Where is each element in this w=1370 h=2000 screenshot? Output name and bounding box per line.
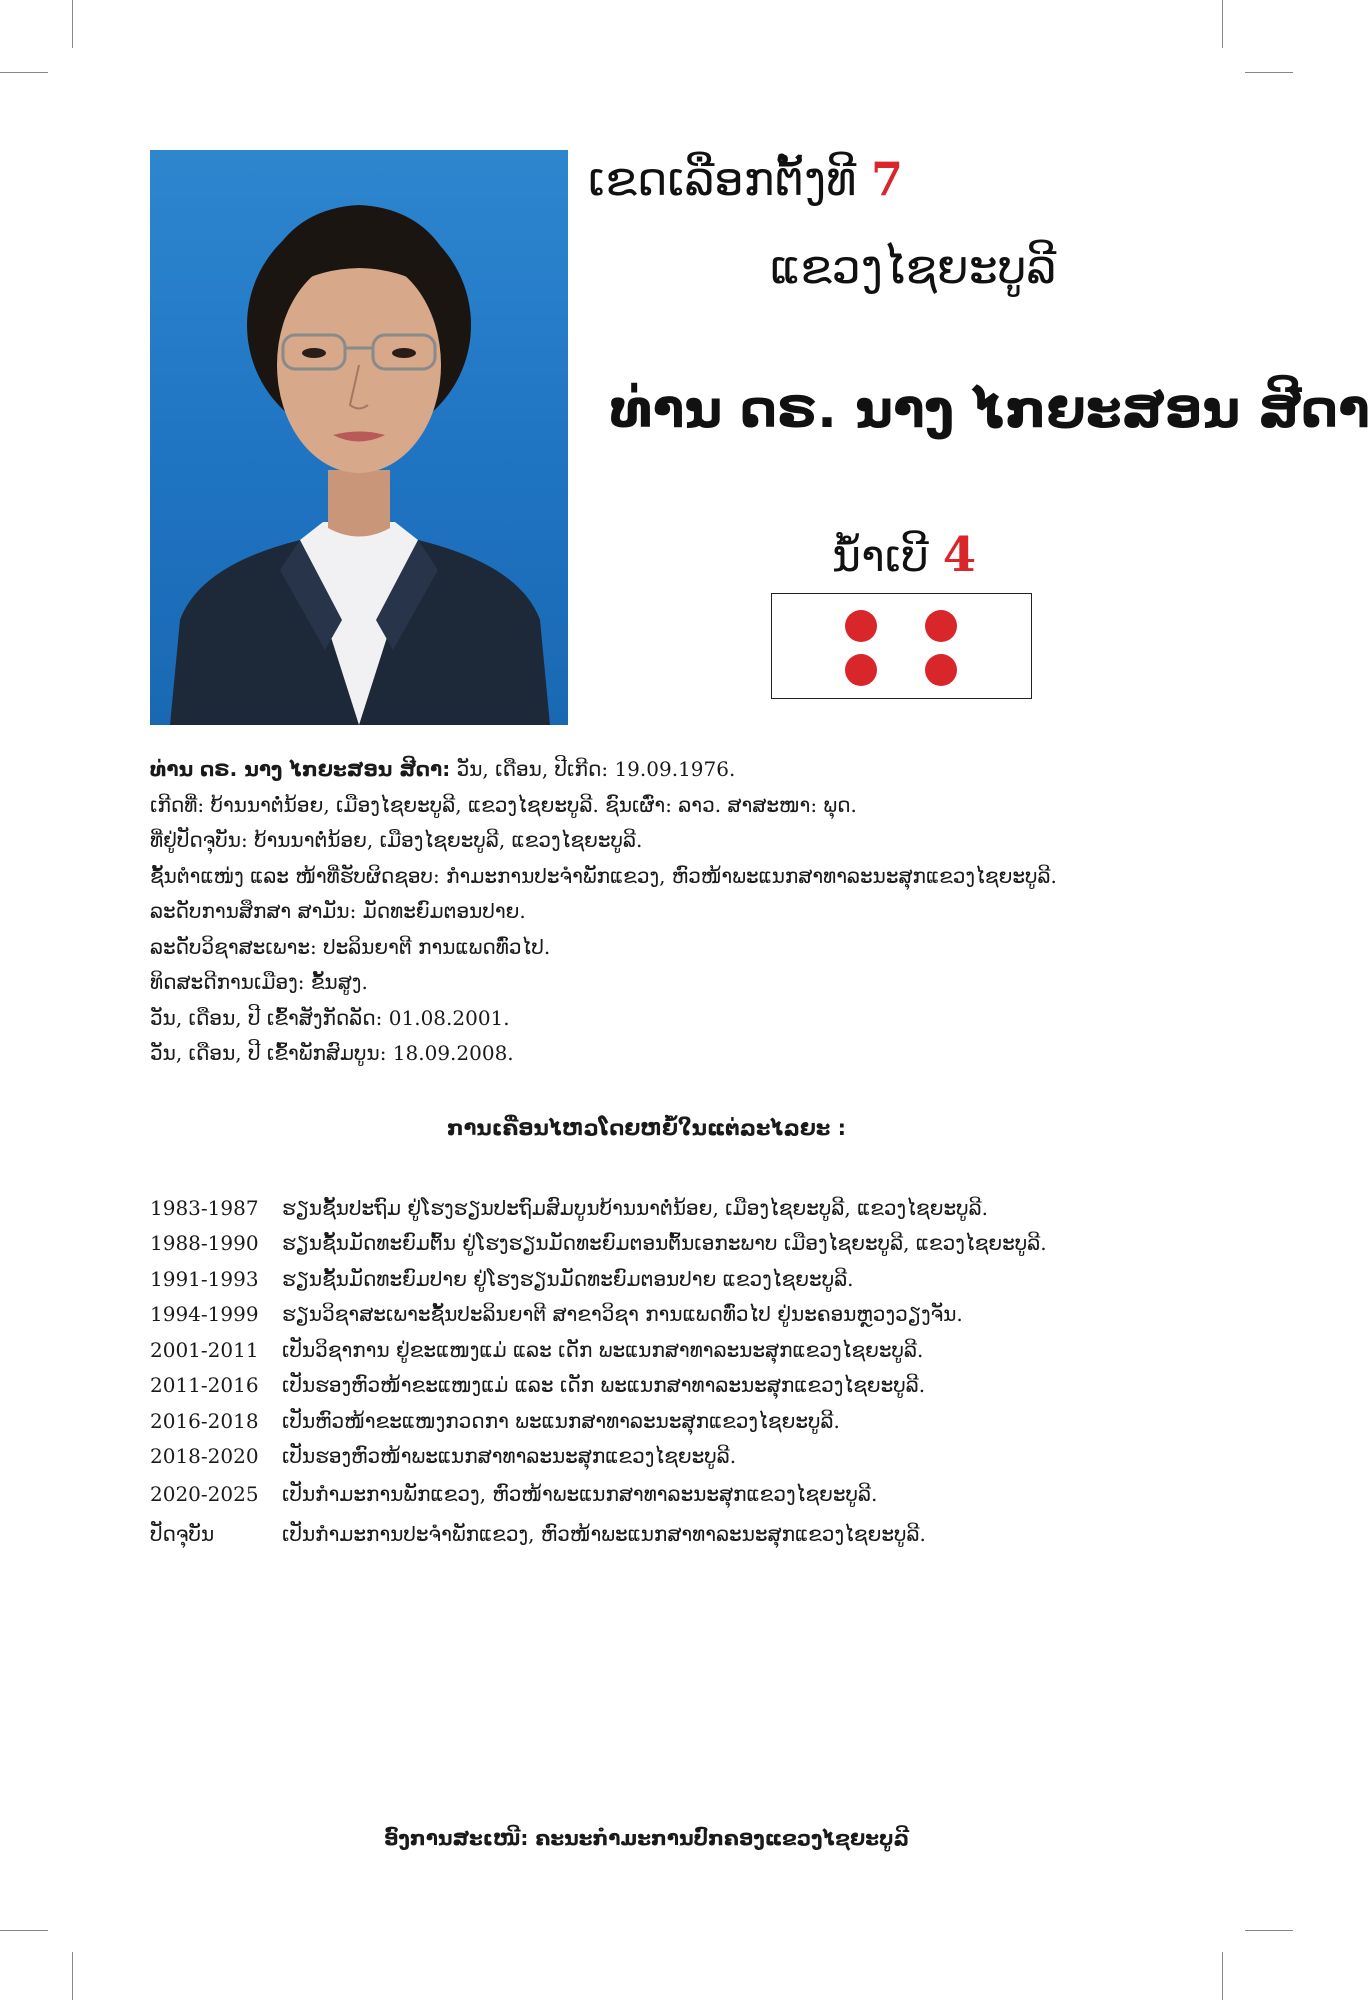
- history-row: 2016-2018 ເປັນຫົວໜ້າຂະແໜງກວດກາ ພະແນກສາທາລະນະສຸກແຂວງໄຊຍະບູລີ.: [150, 1408, 840, 1433]
- info-line: ລະດັບການສຶກສາ ສາມັນ: ມັດທະຍົມຕອນປາຍ.: [150, 899, 526, 923]
- info-line: ເກີດທີ່: ບ້ານນາຕໍ່ນ້ອຍ, ເມືອງໄຊຍະບູລີ, ແຂວງໄຊຍະບູລີ. ຊົນເຜົ່າ: ລາວ. ສາສະໜາ: ພຸດ.: [150, 792, 857, 817]
- braille-dot: [925, 610, 957, 642]
- history-row: 2011-2016 ເປັນຮອງຫົວໜ້າຂະແໜງແມ່ ແລະ ເດັກ ພະແນກສາທາລະນະສຸກແຂວງໄຊຍະບູລີ.: [150, 1373, 926, 1398]
- history-row: 2020-2025 ເປັນກໍາມະການພັກແຂວງ, ຫົວໜ້າພະແນກສາທາລະນະສຸກແຂວງໄຊຍະບູລີ.: [150, 1482, 878, 1506]
- info-line: ທີ່ຢູ່ປັດຈຸບັນ: ບ້ານນາຕໍ່ນ້ອຍ, ເມືອງໄຊຍະບູລີ, ແຂວງໄຊຍະບູລີ.: [150, 828, 643, 852]
- crop-mark-bottom-left-v: [72, 1952, 73, 2000]
- history-row: 1983-1987 ຮຽນຊັ້ນປະຖົມ ຢູ່ໂຮງຮຽນປະຖົມສົມບູນບ້ານນາຕໍ່ນ້ອຍ, ເມືອງໄຊຍະບູລີ, ແຂວງໄຊຍະບູລີ.: [150, 1195, 988, 1220]
- info-line: ວັນ, ເດືອນ, ປີ ເຂົ້າພັກສົມບູນ: 18.09.2008.: [150, 1041, 514, 1065]
- crop-mark-top-right-h: [1245, 72, 1293, 73]
- history-list: [150, 1190, 1150, 1554]
- info-line: ທິດສະດີການເມືອງ: ຂັ້ນສູງ.: [150, 970, 368, 994]
- braille-dot: [845, 654, 877, 686]
- district-number: 7: [870, 152, 903, 206]
- candidate-number-value: 4: [942, 527, 977, 583]
- info-line: ທ່ານ ດຣ. ນາງ ໄກຍະສອນ ສີດາ: ວັນ, ເດືອນ, ປີເກີດ: 19.09.1976.: [150, 757, 736, 781]
- crop-mark-top-left-v: [72, 0, 73, 48]
- crop-mark-top-left-h: [0, 72, 48, 73]
- candidate-number: ນໍ້າເບີ 4: [832, 527, 977, 583]
- district-title: ເຂດເລືອກຕັ້ງທີ 7: [587, 152, 903, 206]
- braille-number-box: [771, 593, 1032, 699]
- crop-mark-bottom-left-h: [0, 1930, 48, 1931]
- history-row: 2018-2020 ເປັນຮອງຫົວໜ້າພະແນກສາທາລະນະສຸກແຂວງໄຊຍະບູລີ.: [150, 1444, 737, 1469]
- info-line: ລະດັບວິຊາສະເພາະ: ປະລິນຍາຕີ ການແພດທົ່ວໄປ.: [150, 934, 551, 959]
- info-name: ທ່ານ ດຣ. ນາງ ໄກຍະສອນ ສີດາ:: [150, 757, 451, 781]
- crop-mark-bottom-right-h: [1245, 1930, 1293, 1931]
- personal-info: [150, 752, 1150, 1072]
- history-row: 1994-1999 ຮຽນວິຊາສະເພາະຊັ້ນປະລິນຍາຕີ ສາຂາວິຊາ ການແພດທົ່ວໄປ ຢູ່ນະຄອນຫຼວງວຽງຈັນ.: [150, 1302, 963, 1327]
- history-heading: ການເຄື່ອນໄຫວໂດຍຫຍໍ້ໃນແຕ່ລະໄລຍະ :: [446, 1116, 846, 1140]
- candidate-photo: [150, 150, 568, 725]
- province-title: ແຂວງໄຊຍະບູລີ: [770, 240, 1057, 294]
- history-row: 1991-1993 ຮຽນຊັ້ນມັດທະຍົມປາຍ ຢູ່ໂຮງຮຽນມັດທະຍົມຕອນປາຍ ແຂວງໄຊຍະບູລີ.: [150, 1266, 854, 1291]
- crop-mark-top-right-v: [1222, 0, 1223, 48]
- proposing-body: ອົງການສະເໜີ: ຄະນະກໍາມະການປົກຄອງແຂວງໄຊຍະບູລີ: [384, 1826, 909, 1850]
- candidate-name: ທ່ານ ດຣ. ນາງ ໄກຍະສອນ ສີດາ: [610, 380, 1370, 440]
- braille-dot: [845, 610, 877, 642]
- info-line: ວັນ, ເດືອນ, ປີ ເຂົ້າສັງກັດລັດ: 01.08.2001.: [150, 1005, 510, 1030]
- history-row: 2001-2011 ເປັນວິຊາການ ຢູ່ຂະແໜງແມ່ ແລະ ເດັກ ພະແນກສາທາລະນະສຸກແຂວງໄຊຍະບູລີ.: [150, 1337, 924, 1362]
- candidate-portrait-icon: [150, 150, 568, 725]
- history-row: 1988-1990 ຮຽນຊັ້ນມັດທະຍົມຕົ້ນ ຢູ່ໂຮງຮຽນມັດທະຍົມຕອນຕົ້ນເອກະພາບ ເມືອງໄຊຍະບູລີ, ແຂວງໄຊຍະບູລີ.: [150, 1231, 1047, 1256]
- crop-mark-bottom-right-v: [1222, 1952, 1223, 2000]
- info-line: ຊັ້ນຕໍາແໜ່ງ ແລະ ໜ້າທີ່ຮັບຜິດຊອບ: ກໍາມະການປະຈໍາພັກແຂວງ, ຫົວໜ້າພະແນກສາທາລະນະສຸກແຂວງໄຊຍະບູລີ.: [150, 863, 1057, 888]
- history-row: ປັດຈຸບັນ ເປັນກໍາມະການປະຈໍາພັກແຂວງ, ຫົວໜ້າພະແນກສາທາລະນະສຸກແຂວງໄຊຍະບູລີ.: [150, 1522, 926, 1546]
- braille-dot: [925, 654, 957, 686]
